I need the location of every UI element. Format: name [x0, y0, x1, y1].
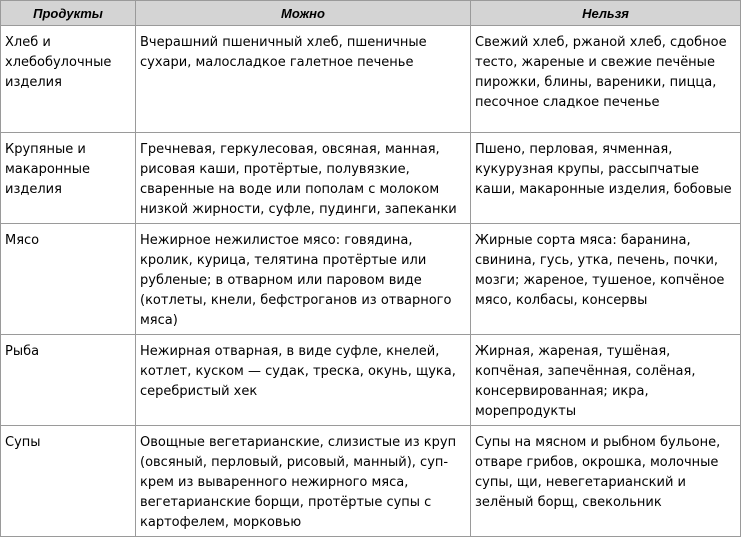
- forbidden-cell: Супы на мясном и рыбном бульоне, отваре грибов, окрошка, молочные супы, щи, невегетарианский и зелёный борщ, свекольник: [471, 426, 741, 537]
- product-cell: Хлеб и хлебобулочные изделия: [1, 26, 136, 133]
- header-products: Продукты: [1, 1, 136, 26]
- product-cell: Рыба: [1, 335, 136, 426]
- allowed-cell: Нежирное нежилистое мясо: говядина, кролик, курица, телятина протёртые или рубленые; в отварном или паровом виде (котлеты, кнели, бефстроганов из отварного мяса): [136, 224, 471, 335]
- table-row: [1, 133, 741, 224]
- allowed-cell: Нежирная отварная, в виде суфле, кнелей, котлет, куском — судак, треска, окунь, щука, серебристый хек: [136, 335, 471, 426]
- table-row: [1, 335, 741, 426]
- header-forbidden: Нельзя: [471, 1, 741, 26]
- table-row: [1, 224, 741, 335]
- product-cell: Супы: [1, 426, 136, 537]
- header-row: [1, 1, 741, 26]
- product-cell: Крупяные и макаронные изделия: [1, 133, 136, 224]
- table-row: [1, 26, 741, 133]
- forbidden-cell: Жирная, жареная, тушёная, копчёная, запечённая, солёная, консервированная; икра, морепродукты: [471, 335, 741, 426]
- table-row: [1, 426, 741, 537]
- forbidden-cell: Пшено, перловая, ячменная, кукурузная крупы, рассыпчатые каши, макаронные изделия, бобовые: [471, 133, 741, 224]
- header-allowed: Можно: [136, 1, 471, 26]
- product-cell: Мясо: [1, 224, 136, 335]
- allowed-cell: Овощные вегетарианские, слизистые из круп (овсяный, перловый, рисовый, манный), суп-крем из вываренного нежирного мяса, вегетарианские борщи, протёртые супы с картофелем, морковью: [136, 426, 471, 537]
- forbidden-cell: Жирные сорта мяса: баранина, свинина, гусь, утка, печень, почки, мозги; жареное, тушеное, копчёное мясо, колбасы, консервы: [471, 224, 741, 335]
- allowed-cell: Гречневая, геркулесовая, овсяная, манная, рисовая каши, протёртые, полувязкие, сваренные на воде или пополам с молоком низкой жирности, суфле, пудинги, запеканки: [136, 133, 471, 224]
- forbidden-cell: Свежий хлеб, ржаной хлеб, сдобное тесто, жареные и свежие печёные пирожки, блины, вареники, пицца, песочное сладкое печенье: [471, 26, 741, 133]
- allowed-cell: Вчерашний пшеничный хлеб, пшеничные сухари, малосладкое галетное печенье: [136, 26, 471, 133]
